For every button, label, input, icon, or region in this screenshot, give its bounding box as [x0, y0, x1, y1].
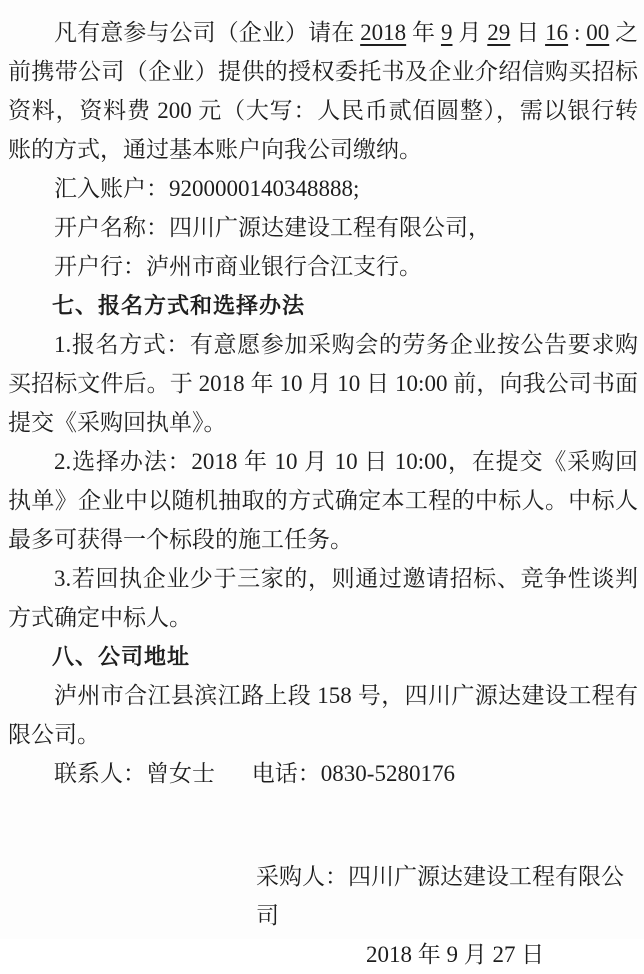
- contact-label: 联系人：: [54, 761, 146, 786]
- month-unit-text: 月: [458, 20, 488, 45]
- purchaser-line: [8, 857, 638, 935]
- contact-name: 曾女士: [146, 761, 215, 786]
- day-unit-text: 日: [516, 20, 546, 45]
- section7-item2: 2.选择办法：2018 年 10 月 10 日 10:00，在提交《采购回执单》企业中以随机抽取的方式确定本工程的中标人。中标人最多可获得一个标段的施工任务。: [8, 449, 638, 552]
- registration-body-text: 之前携带公司（企业）提供的授权委托书及企业介绍信购买招标资料，资料费 200 元（大写：人民币贰佰圆整），需以银行转账的方式，通过基本账户向我公司缴纳。: [8, 20, 639, 162]
- section7-item1: 1.报名方式：有意愿参加采购会的劳务企业按公告要求购买招标文件后。于 2018 年 10 月 10 日 10:00 前，向我公司书面提交《采购回执单》。: [8, 332, 638, 435]
- company-address: 泸州市合江县滨江路上段 158 号，四川广源达建设工程有限公司。: [8, 683, 638, 747]
- time-colon-text: :: [573, 20, 581, 45]
- deadline-month: 9: [440, 20, 453, 45]
- purchaser-name: 四川广源达建设工程有限公司: [256, 864, 624, 928]
- section8-heading: 八、公司地址: [52, 644, 191, 669]
- contact-line: [8, 754, 638, 793]
- bank-account-line: 汇入账户：9200000140348888;: [54, 176, 360, 201]
- bank-branch-line: 开户行：泸州市商业银行合江支行。: [54, 254, 422, 279]
- deadline-minute: 00: [586, 20, 610, 45]
- section7-heading: 七、报名方式和选择办法: [52, 293, 306, 318]
- section7-item3: 3.若回执企业少于三家的，则通过邀请招标、竞争性谈判方式确定中标人。: [8, 566, 638, 630]
- deadline-year: 2018: [360, 20, 407, 45]
- deadline-day: 29: [487, 20, 511, 45]
- signature-date: 2018 年 9 月 27 日: [366, 942, 545, 967]
- deadline-hour: 16: [545, 20, 569, 45]
- phone-label: 电话：: [251, 761, 321, 786]
- purchaser-label: 采购人：: [256, 864, 348, 889]
- para-registration-deadline: [8, 13, 638, 169]
- phone-number: 0830-5280176: [320, 761, 455, 786]
- signature-block: [8, 857, 638, 974]
- registration-prefix-text: 凡有意参与公司（企业）请在: [54, 20, 361, 45]
- year-unit-text: 年: [412, 20, 441, 45]
- bank-account-name-line: 开户名称：四川广源达建设工程有限公司，: [54, 215, 491, 240]
